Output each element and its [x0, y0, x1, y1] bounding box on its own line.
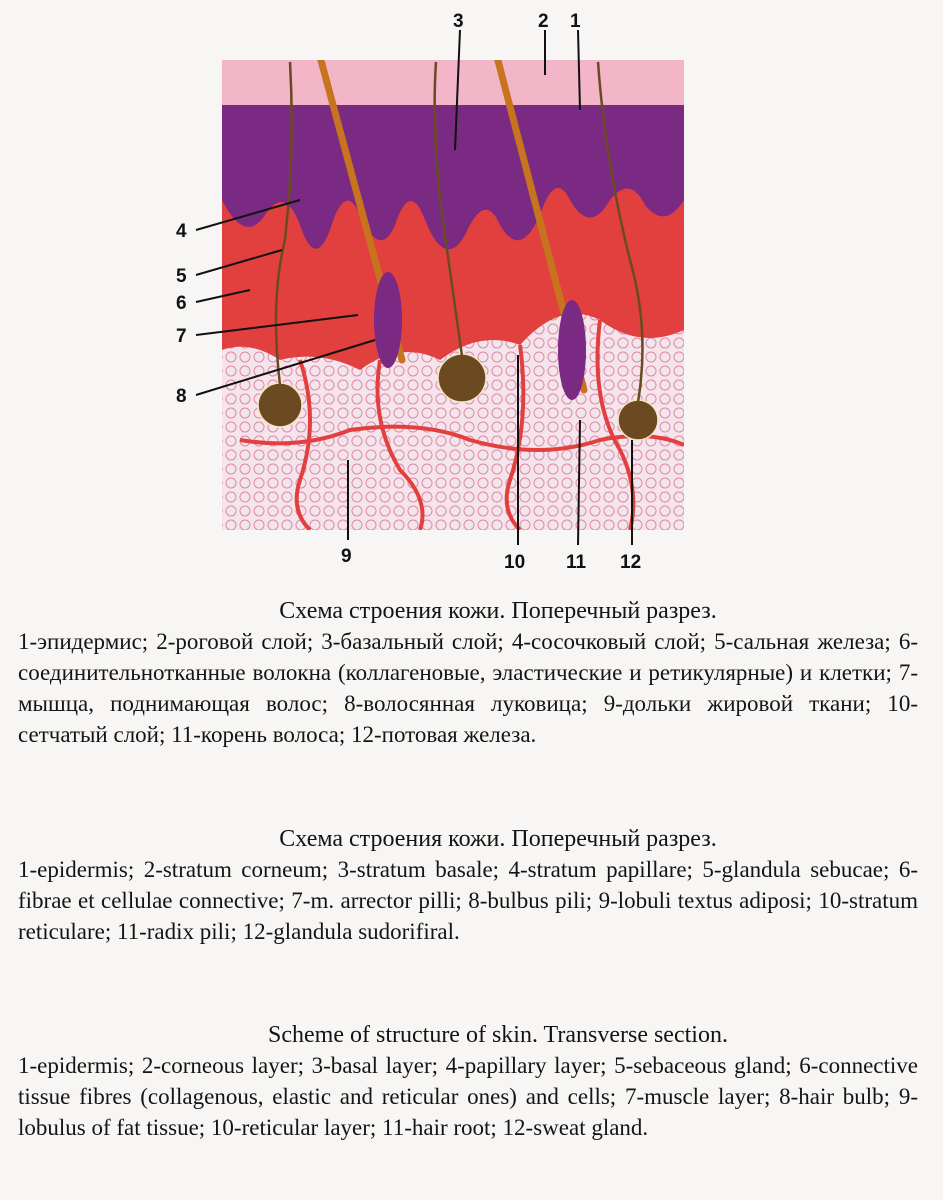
caption-russian-title: Схема строения кожи. Поперечный разрез. [279, 598, 717, 624]
caption-latin-title: Схема строения кожи. Поперечный разрез. [279, 826, 717, 852]
caption-russian [18, 596, 918, 750]
caption-russian-body: 1-эпидермис; 2-роговой слой; 3-базальный слой; 4-сосочковый слой; 5-сальная железа; 6-соединительнотканные волокна (коллагеновые, эластические и ретикулярные) и клетки; 7-мышца, поднимающая волос; 8-волосянная луковица; 9-дольки жировой ткани; 10-сетчатый слой; 11-корень волоса; 12-потовая железа. [18, 629, 918, 747]
label-1: 1 [570, 11, 581, 32]
label-2: 2 [538, 11, 549, 32]
caption-english [18, 1020, 918, 1143]
label-11: 11 [566, 552, 587, 573]
label-4: 4 [176, 221, 187, 242]
label-3: 3 [453, 11, 464, 32]
label-8: 8 [176, 386, 187, 407]
caption-latin-body: 1-epidermis; 2-stratum corneum; 3-stratum basale; 4-stratum papillare; 5-glandula sebucae; 6-fibrae et cellulae connective; 7-m. arrector pilli; 8-bulbus pili; 9-lobuli textus adiposi; 10-stratum reticulare; 11-radix pili; 12-glandula sudorifiral. [18, 857, 918, 944]
label-9: 9 [341, 546, 352, 567]
label-6: 6 [176, 293, 187, 314]
label-12: 12 [620, 552, 642, 573]
caption-english-body: 1-epidermis; 2-corneous layer; 3-basal layer; 4-papillary layer; 5-sebaceous gland; 6-connective tissue fibres (collagenous, elastic and reticular ones) and cells; 7-muscle layer; 8-hair bulb; 9-lobulus of fat tissue; 10-reticular layer; 11-hair root; 12-sweat gland. [18, 1053, 918, 1140]
label-10: 10 [504, 552, 526, 573]
label-7: 7 [176, 326, 187, 347]
tissue-illustration [222, 30, 684, 530]
label-5: 5 [176, 266, 187, 287]
caption-latin [18, 824, 918, 947]
skin-section-figure [0, 0, 943, 590]
caption-english-title: Scheme of structure of skin. Transverse section. [268, 1022, 728, 1048]
